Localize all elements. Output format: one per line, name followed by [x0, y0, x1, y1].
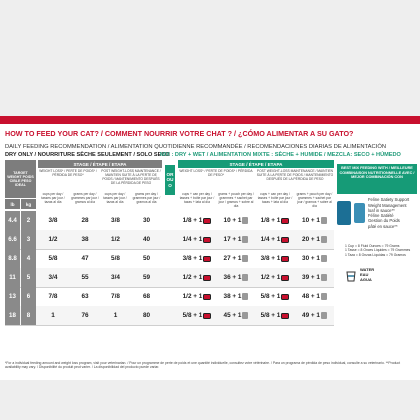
dry-label: DRY ONLY / NOURRITURE SÈCHE SEULEMENT / SOLO SECO	[5, 152, 170, 158]
or-text-fr: OU	[166, 177, 174, 183]
cell-value: 3/4	[48, 274, 58, 281]
cell-value: 20 + 1	[302, 236, 320, 243]
can-pack-icon	[337, 201, 351, 225]
table-cell	[178, 230, 216, 249]
table-cell	[217, 287, 255, 306]
wet-pouch-icon	[242, 293, 248, 300]
table-cell	[131, 249, 162, 268]
water-bowl-icon	[345, 268, 357, 282]
top-band	[0, 0, 420, 124]
table-cell	[256, 268, 294, 287]
stage-mix-header: STAGE / ÉTAPE / ETAPA	[178, 160, 334, 168]
caption-grams-2: grams per day / grammes par jour / gramos al día	[132, 192, 161, 204]
cell-value: 1/4 + 1	[182, 236, 203, 243]
unit-kg: kg	[21, 199, 36, 209]
wet-pouch-icon	[321, 312, 327, 319]
table-cell	[131, 268, 162, 287]
wet-can-icon	[281, 275, 289, 281]
product-packs	[337, 196, 417, 230]
caption-cups-2: cups per day / tasses par jour / tazas al día	[103, 192, 127, 204]
table-cell	[131, 211, 162, 230]
cell-value: 7/8	[48, 293, 58, 300]
table-cell	[217, 230, 255, 249]
table-cell	[217, 268, 255, 287]
cell-value: 10 + 1	[302, 217, 320, 224]
table-cell	[295, 230, 334, 249]
cell-value: 5	[26, 274, 31, 281]
cell-value: 7/8	[111, 293, 120, 300]
cell-value: 76	[81, 312, 89, 319]
product-line: Weight Management	[368, 202, 407, 208]
table-cell	[131, 287, 162, 306]
table-cell	[70, 211, 100, 230]
table-cell	[5, 306, 20, 325]
or-badge	[165, 165, 175, 195]
table-cell	[21, 230, 36, 249]
table-cell	[21, 268, 36, 287]
wet-can-icon	[281, 294, 289, 300]
cell-value: 3/8 + 1	[182, 255, 203, 262]
or-text-es: O	[168, 182, 172, 188]
cell-value: 10 + 1	[223, 217, 242, 224]
or-text-en: OR	[166, 172, 174, 178]
cell-value: 17 + 1	[223, 236, 242, 243]
page-title: HOW TO FEED YOUR CAT? / COMMENT NOURRIR VOTRE CHAT ? / ¿CÓMO ALIMENTAR A SU GATO?	[5, 129, 354, 138]
table-cell	[295, 268, 334, 287]
table-cell	[5, 230, 20, 249]
cell-value: 40	[142, 236, 151, 243]
weight-header: TARGET WEIGHT POIDS CIBLE PESO IDEAL	[5, 160, 36, 198]
wet-can-icon	[281, 237, 289, 243]
cell-value: 8	[26, 312, 31, 319]
table-cell	[5, 211, 20, 230]
table-cell	[256, 249, 294, 268]
cell-value: 39 + 1	[302, 274, 320, 281]
table-cell	[38, 249, 68, 268]
row-divider	[5, 325, 334, 326]
cell-value: 8.8	[8, 255, 17, 262]
product-line: loaf in sauce**	[368, 207, 395, 213]
table-cell	[256, 306, 294, 325]
table-cell	[5, 249, 20, 268]
cell-value: 6.6	[8, 236, 17, 243]
caption-mix-cups-1: cups + can per day / tasses + boîte par jour / tazas + lata al día	[179, 192, 215, 204]
caption-mix-weight-loss: WEIGHT LOSS* / PERTE DE POIDS* / PÉRDIDA DE PESO*	[179, 169, 253, 177]
table-cell	[38, 211, 68, 230]
page-subtitle: DAILY FEEDING RECOMMENDATION / ALIMENTATION QUOTIDIENNE RECOMMANDÉE / RECOMENDACIONES DIARIAS DE ALIMENTACIÓN	[5, 144, 387, 150]
cell-value: 1/2	[111, 236, 120, 243]
table-cell	[256, 230, 294, 249]
table-cell	[131, 230, 162, 249]
cell-value: 1	[51, 312, 55, 319]
table-cell	[21, 249, 36, 268]
stage-dry-header: STAGE / ÉTAPE / ETAPA	[38, 160, 162, 168]
table-cell	[38, 287, 68, 306]
table-cell	[100, 230, 131, 249]
table-cell	[70, 268, 100, 287]
cell-value: 1/4 + 1	[260, 236, 281, 243]
cell-value: 30 + 1	[302, 255, 320, 262]
table-cell	[217, 211, 255, 230]
cell-value: 5/8 + 1	[260, 293, 281, 300]
cell-value: 30	[142, 217, 151, 224]
cell-value: 49 + 1	[302, 312, 320, 319]
wet-can-icon	[281, 256, 289, 262]
cell-value: 55	[81, 274, 89, 281]
table-cell	[38, 306, 68, 325]
table-cell	[256, 211, 294, 230]
table-cell	[295, 249, 334, 268]
cell-value: 3/4	[111, 274, 120, 281]
cell-value: 11	[9, 274, 16, 281]
table-cell	[5, 287, 20, 306]
cell-value: 5/8	[111, 255, 120, 262]
table-cell	[295, 287, 334, 306]
table-cell	[178, 306, 216, 325]
footnote: *For a individual feeding amount and weight loss program, visit your veterinarian. / Pour un programme de perte de poids et une quantité individuelle, consultez votre vétérinaire. / Para un programa de pérdida de peso individual, consulte a su veterinario. **Product availability may vary. / Disponibilité du produit peut varier. / La disponibilidad del producto puede variar.	[5, 361, 401, 370]
cell-value: 45 + 1	[223, 312, 242, 319]
bottom-band	[0, 380, 420, 420]
table-cell	[178, 249, 216, 268]
table-cell	[100, 268, 131, 287]
cell-value: 2	[26, 217, 31, 224]
wet-can-icon	[203, 313, 211, 319]
red-divider	[0, 116, 420, 124]
table-cell	[295, 306, 334, 325]
cell-value: 38	[81, 236, 89, 243]
cell-value: 1/8 + 1	[260, 217, 281, 224]
cell-value: 5/8 + 1	[260, 312, 281, 319]
wet-can-icon	[203, 275, 211, 281]
cell-value: 3	[26, 236, 31, 243]
cell-value: 1/8 + 1	[182, 217, 203, 224]
product-line: Feline Satiety Support	[368, 197, 410, 203]
best-mix-box: BEST MIX FEEDING WITH / MEILLEURE COMBINAISON NUTRITIONNELLE AVEC / MEJOR COMBINACIÓN CON	[337, 164, 417, 194]
cup-conversion	[345, 244, 410, 257]
water-en: WATER	[360, 267, 375, 272]
cell-value: 3/8	[48, 217, 58, 224]
unit-lb: lb	[5, 199, 20, 209]
cell-value: 1/2 + 1	[182, 274, 203, 281]
water-es: AGUA	[360, 276, 372, 282]
table-cell	[100, 249, 131, 268]
caption-mix-grams-2: grams + pouch per day / grammes + sachet par jour / gramos + sobre al día	[296, 192, 333, 208]
caption-grams-1: grams per day / grammes par jour / gramos al día	[71, 192, 99, 204]
caption-cups-1: cups per day / tasses par jour / tazas al día	[41, 192, 65, 204]
cell-value: 1/2	[48, 236, 58, 243]
table-cell	[21, 287, 36, 306]
cell-value: 1	[113, 312, 118, 319]
wet-can-icon	[203, 237, 211, 243]
cell-value: 59	[142, 274, 151, 281]
caption-post-loss: POST WEIGHT-LOSS MAINTENANCE / MAINTIEN SUITE À LA PERTE DE POIDS / MANTENIMIENTO DESPUÉS DE LA PÉRDIDA DE PESO	[101, 169, 161, 185]
caption-mix-post-loss: POST WEIGHT-LOSS MAINTENANCE / MAINTIEN SUITE À LA PERTE DE POIDS / MANTENIMIENTO DESPUÉS DE LA PÉRDIDA DE PESO	[256, 169, 334, 181]
table-cell	[38, 230, 68, 249]
wet-pouch-icon	[242, 255, 248, 262]
cell-value: 63	[81, 293, 89, 300]
table-cell	[21, 306, 36, 325]
product-line: Féline Satiété	[368, 213, 394, 218]
caption-mix-grams-1: grams + pouch per day / grammes + sachet par jour / gramos + sobre al día	[218, 192, 254, 208]
cell-value: 38 + 1	[223, 293, 242, 300]
cell-value: 3/8	[111, 217, 120, 224]
table-cell	[100, 211, 131, 230]
table-cell	[100, 287, 131, 306]
cell-value: 5/8	[48, 255, 58, 262]
wet-can-icon	[203, 256, 211, 262]
wet-pouch-icon	[242, 236, 248, 243]
table-cell	[178, 211, 216, 230]
cell-value: 5/8 + 1	[182, 312, 203, 319]
cell-value: 80	[142, 312, 151, 319]
water-fr: EAU	[360, 271, 369, 277]
wet-pouch-icon	[242, 274, 248, 281]
wet-pouch-icon	[321, 255, 327, 262]
wet-pouch-icon	[321, 293, 327, 300]
wet-pouch-icon	[321, 274, 327, 281]
table-cell	[217, 249, 255, 268]
caption-weight-loss: WEIGHT LOSS* / PERTE DE POIDS* / PÉRDIDA DE PESO*	[39, 169, 97, 177]
table-cell	[70, 249, 100, 268]
mix-label: MIX : DRY + WET / ALIMENTATION MIXTE : SÈCHE + HUMIDE / MEZCLA: SECO + HÚMEDO	[160, 152, 401, 158]
product-line: pâté en sauce**	[368, 223, 398, 229]
cell-value: 4.4	[8, 217, 17, 224]
cell-value: 47	[81, 255, 89, 262]
product-line: Gestion du Poids	[368, 218, 400, 224]
wet-pouch-icon	[242, 217, 248, 224]
pouch-pack-icon	[354, 203, 365, 223]
cell-value: 68	[142, 293, 151, 300]
table-cell	[70, 287, 100, 306]
cup-line: 1 Tasse = 8 Onces Liquides = 79 Grammes	[345, 248, 411, 253]
wet-can-icon	[203, 218, 211, 224]
table-cell	[38, 268, 68, 287]
cell-value: 18	[9, 312, 16, 319]
cell-value: 4	[26, 255, 31, 262]
cell-value: 1/2 + 1	[260, 274, 281, 281]
wet-pouch-icon	[242, 312, 248, 319]
product-names	[368, 197, 409, 229]
cell-value: 27 + 1	[223, 255, 242, 262]
cell-value: 28	[81, 217, 89, 224]
table-cell	[256, 287, 294, 306]
cell-value: 1/2 + 1	[182, 293, 203, 300]
wet-can-icon	[281, 218, 289, 224]
table-cell	[217, 306, 255, 325]
table-cell	[131, 306, 162, 325]
cell-value: 36 + 1	[223, 274, 242, 281]
table-cell	[21, 211, 36, 230]
table-cell	[178, 287, 216, 306]
cell-value: 50	[142, 255, 151, 262]
wet-can-icon	[281, 313, 289, 319]
cell-value: 3/8 + 1	[260, 255, 281, 262]
table-cell	[295, 211, 334, 230]
wet-pouch-icon	[321, 217, 327, 224]
water-note	[345, 268, 374, 282]
table-cell	[100, 306, 131, 325]
cell-value: 6	[26, 293, 31, 300]
wet-pouch-icon	[321, 236, 327, 243]
table-cell	[70, 230, 100, 249]
caption-mix-cups-2: cups + can per day / tasses + boîte par jour / tazas + lata al día	[257, 192, 293, 204]
wet-can-icon	[203, 294, 211, 300]
cup-line: 1 Cup = 8 Fluid Ounces = 79 Grams	[345, 244, 400, 248]
cell-value: 13	[9, 293, 16, 300]
table-cell	[178, 268, 216, 287]
cup-line: 1 Taza = 8 Onzas Líquidas = 79 Gramos	[345, 252, 406, 257]
table-cell	[5, 268, 20, 287]
cell-value: 48 + 1	[302, 293, 320, 300]
table-cell	[70, 306, 100, 325]
